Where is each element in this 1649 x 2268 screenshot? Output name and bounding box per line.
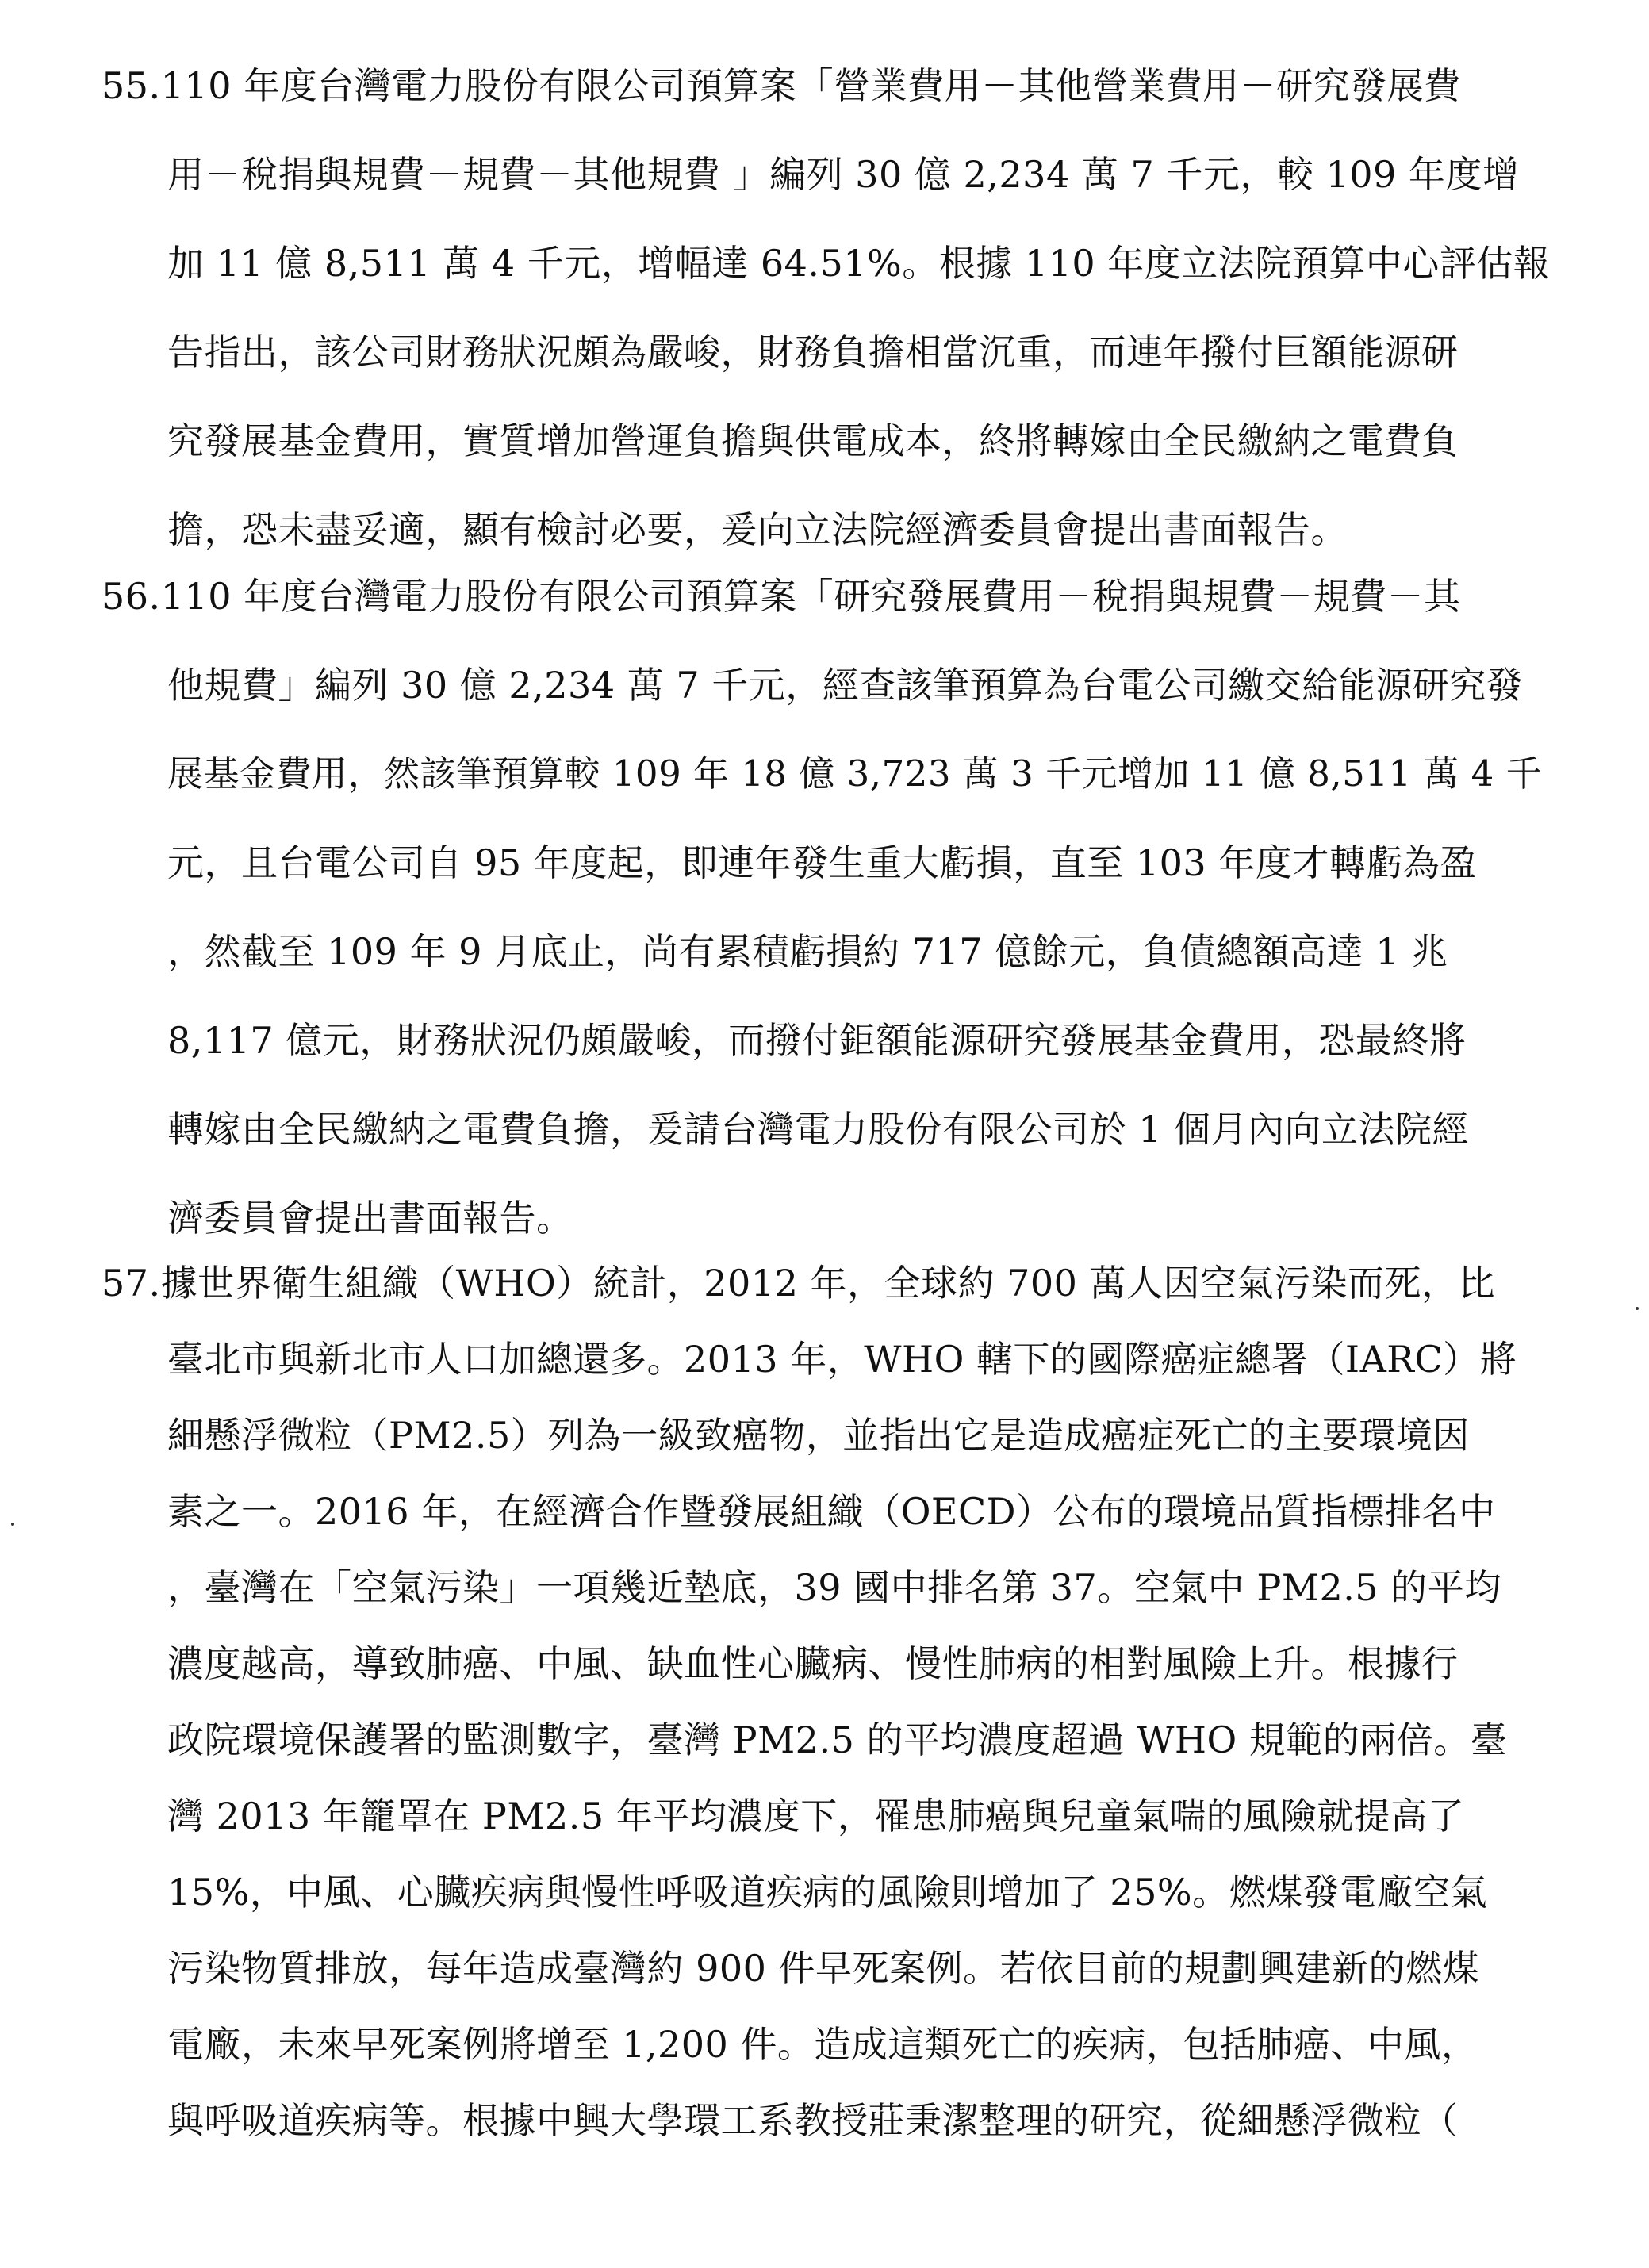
paragraph-line: 8,117 億元，財務狀況仍頗嚴峻，而撥付鉅額能源研究發展基金費用，恐最終將 — [167, 1019, 1467, 1062]
item-number: 56. — [102, 575, 161, 618]
paragraph-line: 告指出，該公司財務狀況頗為嚴峻，財務負擔相當沉重，而連年撥付巨額能源研 — [167, 331, 1459, 374]
paragraph-line: 濟委員會提出書面報告。 — [167, 1197, 573, 1239]
paragraph-line: 與呼吸道疾病等。根據中興大學環工系教授莊秉潔整理的研究，從細懸浮微粒（ — [167, 2099, 1459, 2142]
line-text: 110 年度台灣電力股份有限公司預算案「營業費用－其他營業費用－研究發展費 — [160, 64, 1461, 107]
paragraph-line: 究發展基金費用，實質增加營運負擔與供電成本，終將轉嫁由全民繳納之電費負 — [167, 420, 1459, 462]
paragraph-line: 細懸浮微粒（PM2.5）列為一級致癌物，並指出它是造成癌症死亡的主要環境因 — [167, 1414, 1470, 1457]
paragraph-line: 濃度越高，導致肺癌、中風、缺血性心臟病、慢性肺病的相對風險上升。根據行 — [167, 1642, 1459, 1685]
line-text: 110 年度台灣電力股份有限公司預算案「研究發展費用－稅捐與規費－規費－其 — [160, 575, 1461, 618]
paragraph-line: ，然截至 109 年 9 月底止，尚有累積虧損約 717 億餘元，負債總額高達 1 兆 — [167, 930, 1448, 973]
paragraph-line: 他規費」編列 30 億 2,234 萬 7 千元，經查該筆預算為台電公司繳交給能源研究發 — [167, 664, 1524, 707]
paragraph-line: 臺北市與新北市人口加總還多。2013 年，WHO 轄下的國際癌症總署（IARC）將 — [167, 1338, 1517, 1381]
paragraph-line: 用－稅捐與規費－規費－其他規費 」編列 30 億 2,234 萬 7 千元，較 109 年度增 — [167, 153, 1520, 196]
paragraph-line — [102, 62, 1461, 109]
item-number: 55. — [102, 64, 161, 107]
paragraph-line: 元，且台電公司自 95 年度起，即連年發生重大虧損，直至 103 年度才轉虧為盈 — [167, 841, 1477, 884]
paragraph-line — [102, 573, 1461, 620]
paragraph-line: 15%，中風、心臟疾病與慢性呼吸道疾病的風險則增加了 25%。燃煤發電廠空氣 — [167, 1871, 1488, 1914]
item-number: 57. — [102, 1262, 161, 1304]
paragraph-line — [102, 1259, 1495, 1307]
paragraph-line: 加 11 億 8,511 萬 4 千元，增幅達 64.51%。根據 110 年度立法院預算中心評估報 — [167, 242, 1551, 285]
paragraph-line: 電廠，未來早死案例將增至 1,200 件。造成這類死亡的疾病，包括肺癌、中風， — [167, 2023, 1478, 2066]
paragraph-line: 政院環境保護署的監測數字，臺灣 PM2.5 的平均濃度超過 WHO 規範的兩倍。臺 — [167, 1718, 1508, 1761]
line-text: 據世界衛生組織（WHO）統計，2012 年，全球約 700 萬人因空氣污染而死，比 — [160, 1262, 1495, 1304]
paragraph-line: 展基金費用，然該筆預算較 109 年 18 億 3,723 萬 3 千元增加 11 億 8,511 萬 4 千 — [167, 753, 1543, 795]
paragraph-line: 擔，恐未盡妥適，顯有檢討必要，爰向立法院經濟委員會提出書面報告。 — [167, 508, 1348, 551]
scan-speck — [1636, 1307, 1639, 1310]
paragraph-line: 灣 2013 年籠罩在 PM2.5 年平均濃度下，罹患肺癌與兒童氣喘的風險就提高了 — [167, 1795, 1465, 1837]
paragraph-line: ，臺灣在「空氣污染」一項幾近墊底，39 國中排名第 37。空氣中 PM2.5 的平均 — [167, 1566, 1501, 1609]
paragraph-line: 素之一。2016 年，在經濟合作暨發展組織（OECD）公布的環境品質指標排名中 — [167, 1490, 1496, 1533]
paragraph-line: 轉嫁由全民繳納之電費負擔，爰請台灣電力股份有限公司於 1 個月內向立法院經 — [167, 1108, 1470, 1151]
paragraph-line: 污染物質排放，每年造成臺灣約 900 件早死案例。若依目前的規劃興建新的燃煤 — [167, 1947, 1480, 1990]
scan-speck — [11, 1523, 14, 1526]
